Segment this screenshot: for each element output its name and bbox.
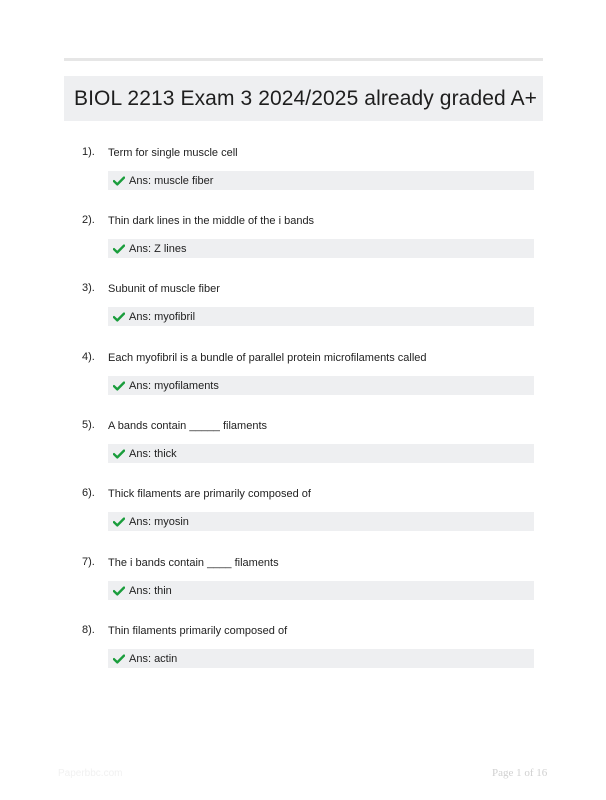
question-number: 2).: [82, 214, 95, 226]
answer-text: Ans: actin: [129, 652, 178, 665]
title-banner: [64, 76, 543, 121]
question-number: 7).: [82, 556, 95, 568]
answer-text: Ans: myofibril: [129, 310, 196, 323]
answer-box: [108, 307, 534, 326]
answer-box: [108, 376, 534, 395]
question-number: 6).: [82, 487, 95, 499]
question-number: 5).: [82, 419, 95, 431]
question-item-1: [0, 146, 606, 206]
page-indicator: Page 1 of 16: [492, 767, 548, 779]
question-number: 3).: [82, 282, 95, 294]
check-icon: [113, 586, 125, 596]
check-icon: [113, 244, 125, 254]
question-item-3: [0, 282, 606, 342]
check-icon: [113, 449, 125, 459]
question-item-7: [0, 556, 606, 616]
answer-text: Ans: muscle fiber: [129, 174, 214, 187]
check-icon: [113, 312, 125, 322]
question-item-2: [0, 214, 606, 274]
answer-text: Ans: thin: [129, 584, 172, 597]
question-item-6: [0, 487, 606, 547]
answer-text: Ans: Z lines: [129, 242, 187, 255]
answer-box: [108, 171, 534, 190]
question-text: Thick filaments are primarily composed of: [108, 488, 311, 500]
check-icon: [113, 176, 125, 186]
answer-box: [108, 239, 534, 258]
answer-text: Ans: myofilaments: [129, 379, 219, 392]
answer-text: Ans: thick: [129, 447, 177, 460]
question-text: The i bands contain ____ filaments: [108, 557, 279, 569]
question-text: Thin filaments primarily composed of: [108, 625, 288, 637]
question-text: Thin dark lines in the middle of the i bands: [108, 215, 315, 227]
top-divider: [64, 58, 543, 61]
answer-text: Ans: myosin: [129, 515, 189, 528]
answer-box: [108, 649, 534, 668]
check-icon: [113, 517, 125, 527]
question-item-8: [0, 624, 606, 684]
question-text: Subunit of muscle fiber: [108, 283, 220, 295]
question-number: 8).: [82, 624, 95, 636]
footer-watermark: Paperbbc.com: [58, 768, 123, 779]
answer-box: [108, 444, 534, 463]
question-number: 4).: [82, 351, 95, 363]
page-title: BIOL 2213 Exam 3 2024/2025 already graded A+: [74, 86, 538, 110]
question-text: Term for single muscle cell: [108, 147, 238, 159]
question-number: 1).: [82, 146, 95, 158]
check-icon: [113, 381, 125, 391]
question-item-5: [0, 419, 606, 479]
question-text: A bands contain _____ filaments: [108, 420, 268, 432]
question-item-4: [0, 351, 606, 411]
answer-box: [108, 581, 534, 600]
check-icon: [113, 654, 125, 664]
answer-box: [108, 512, 534, 531]
question-text: Each myofibril is a bundle of parallel protein microfilaments called: [108, 352, 427, 364]
